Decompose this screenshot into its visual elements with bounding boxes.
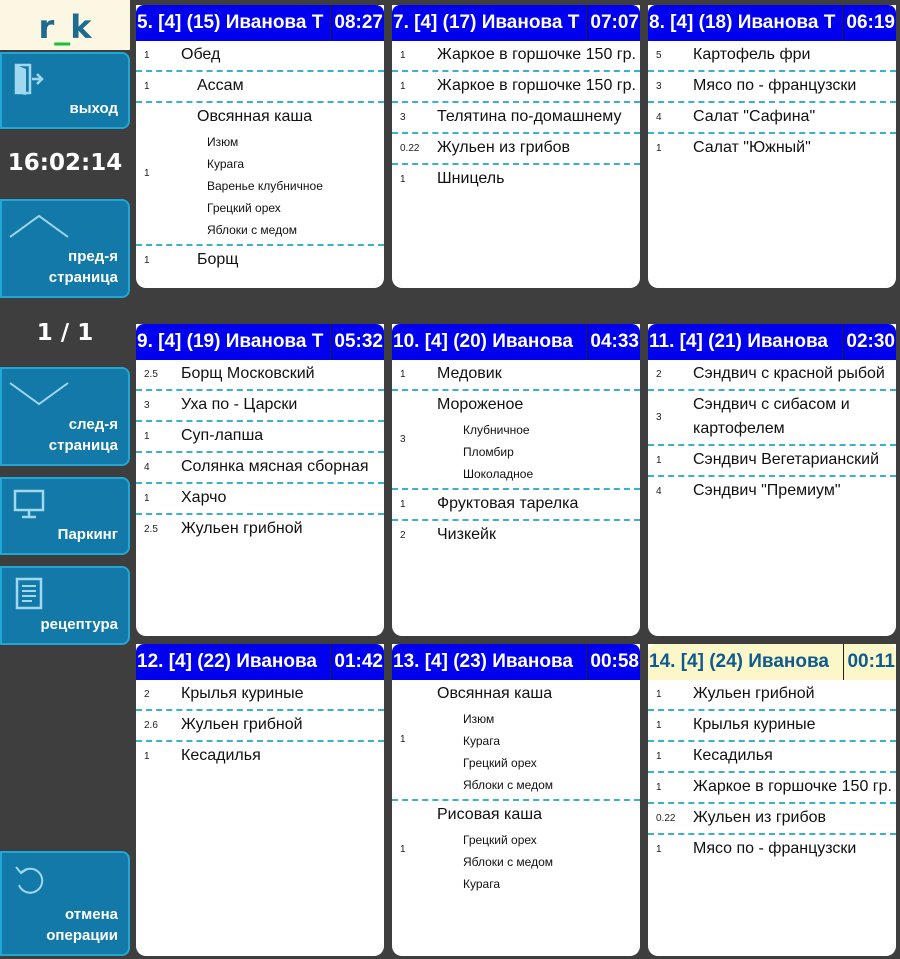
item-name: Крылья куриные bbox=[693, 716, 816, 733]
item-qty: 0.22 bbox=[656, 812, 676, 824]
order-item[interactable] bbox=[392, 72, 640, 103]
item-modifiers bbox=[437, 706, 553, 796]
item-name: Ассам bbox=[197, 77, 244, 94]
item-qty: 2.6 bbox=[144, 719, 158, 731]
order-item[interactable] bbox=[136, 742, 384, 771]
order-timer: 04:33 bbox=[586, 324, 640, 360]
parking-button[interactable] bbox=[0, 477, 130, 555]
order-item[interactable] bbox=[648, 742, 896, 773]
order-card[interactable] bbox=[392, 5, 640, 288]
item-qty: 1 bbox=[400, 368, 406, 380]
item-name: Жаркое в горшочке 150 гр. bbox=[437, 46, 636, 63]
order-item[interactable] bbox=[648, 391, 896, 446]
prev-page-button[interactable] bbox=[0, 199, 130, 298]
order-timer: 02:30 bbox=[842, 324, 896, 360]
document-icon bbox=[12, 576, 46, 610]
exit-door-icon bbox=[12, 62, 46, 96]
order-header[interactable] bbox=[136, 5, 384, 41]
order-item[interactable] bbox=[648, 711, 896, 742]
order-item[interactable] bbox=[392, 165, 640, 194]
modifier: Курага bbox=[207, 157, 244, 171]
item-name: Жаркое в горшочке 150 гр. bbox=[437, 77, 636, 94]
item-qty: 2 bbox=[656, 368, 662, 380]
item-qty: 1 bbox=[400, 49, 406, 61]
order-title: 8. [4] (18) Иванова Т bbox=[649, 12, 836, 33]
order-items bbox=[648, 41, 896, 163]
item-name: Кесадилья bbox=[181, 747, 261, 764]
order-item[interactable] bbox=[648, 804, 896, 835]
order-item[interactable] bbox=[392, 134, 640, 165]
next-page-label: след-я страница bbox=[48, 416, 118, 454]
order-title: 7. [4] (17) Иванова Т bbox=[393, 12, 580, 33]
order-item[interactable] bbox=[648, 477, 896, 506]
order-item[interactable] bbox=[392, 801, 640, 898]
item-name: Жульен грибной bbox=[181, 716, 303, 733]
modifier: Грецкий орех bbox=[463, 756, 537, 770]
order-card[interactable] bbox=[392, 324, 640, 636]
order-item[interactable] bbox=[136, 515, 384, 544]
item-qty: 0.22 bbox=[400, 142, 420, 154]
item-name: Жульен грибной bbox=[693, 685, 815, 702]
order-timer: 01:42 bbox=[330, 644, 384, 680]
order-item[interactable] bbox=[392, 41, 640, 72]
order-item[interactable] bbox=[136, 422, 384, 453]
order-timer: 06:19 bbox=[842, 5, 896, 41]
order-items bbox=[136, 360, 384, 544]
modifier: Изюм bbox=[463, 712, 495, 726]
modifier: Грецкий орех bbox=[463, 833, 537, 847]
order-title: 9. [4] (19) Иванова Т bbox=[137, 331, 324, 352]
undo-icon bbox=[12, 861, 50, 899]
item-name: Салат "Южный" bbox=[693, 139, 811, 156]
item-qty: 3 bbox=[400, 433, 406, 445]
exit-button[interactable] bbox=[0, 52, 130, 129]
recipe-button[interactable] bbox=[0, 566, 130, 645]
item-name: Телятина по-домашнему bbox=[437, 108, 622, 125]
clock: 16:02:14 bbox=[7, 150, 123, 176]
order-item[interactable] bbox=[136, 391, 384, 422]
order-title: 11. [4] (21) Иванова bbox=[649, 331, 828, 352]
item-name: Картофель фри bbox=[693, 46, 811, 63]
prev-page-label: пред-я страница bbox=[48, 248, 118, 286]
item-qty: 3 bbox=[656, 411, 662, 423]
item-qty: 1 bbox=[144, 254, 150, 266]
order-items bbox=[648, 680, 896, 864]
order-header[interactable] bbox=[392, 5, 640, 41]
order-item[interactable] bbox=[392, 391, 640, 490]
order-item[interactable] bbox=[648, 835, 896, 864]
order-item[interactable] bbox=[648, 446, 896, 477]
item-name: Борщ Московский bbox=[181, 365, 315, 382]
order-item[interactable] bbox=[136, 453, 384, 484]
item-name: Суп-лапша bbox=[181, 427, 264, 444]
order-header[interactable] bbox=[392, 324, 640, 360]
order-item[interactable] bbox=[648, 680, 896, 711]
item-name: Овсянная каша bbox=[197, 108, 313, 125]
order-item[interactable] bbox=[136, 680, 384, 711]
item-qty: 1 bbox=[144, 492, 150, 504]
item-name: Мясо по - французски bbox=[693, 840, 857, 857]
item-name: Сэндвич с красной рыбой bbox=[693, 365, 885, 382]
undo-button[interactable] bbox=[0, 851, 130, 956]
item-qty: 1 bbox=[656, 719, 662, 731]
item-qty: 3 bbox=[144, 399, 150, 411]
order-items bbox=[392, 680, 640, 898]
item-name: Фруктовая тарелка bbox=[437, 495, 579, 512]
order-item[interactable] bbox=[648, 41, 896, 72]
modifier: Клубничное bbox=[463, 423, 530, 437]
item-name: Салат "Сафина" bbox=[693, 108, 816, 125]
modifier: Курага bbox=[463, 877, 500, 891]
item-qty: 1 bbox=[144, 750, 150, 762]
item-modifiers bbox=[437, 417, 533, 485]
exit-label: выход bbox=[69, 100, 118, 117]
order-item[interactable] bbox=[392, 103, 640, 134]
item-qty: 1 bbox=[656, 142, 662, 154]
item-name: Жульен грибной bbox=[181, 520, 303, 537]
item-qty: 1 bbox=[144, 167, 150, 179]
order-item[interactable] bbox=[136, 360, 384, 391]
item-name: Медовик bbox=[437, 365, 502, 382]
item-qty: 3 bbox=[400, 111, 406, 123]
item-name: Обед bbox=[181, 46, 221, 63]
next-page-button[interactable] bbox=[0, 367, 130, 466]
item-qty: 1 bbox=[144, 80, 150, 92]
order-items bbox=[392, 360, 640, 550]
order-item[interactable] bbox=[392, 521, 640, 550]
modifier: Шоколадное bbox=[463, 467, 534, 481]
order-item[interactable] bbox=[136, 484, 384, 515]
modifier: Грецкий орех bbox=[207, 201, 281, 215]
item-name: Уха по - Царски bbox=[181, 396, 298, 413]
item-qty: 1 bbox=[400, 843, 406, 855]
item-qty: 5 bbox=[656, 49, 662, 61]
monitor-icon bbox=[12, 487, 46, 521]
item-qty: 1 bbox=[656, 781, 662, 793]
chevron-up-icon bbox=[8, 213, 70, 239]
item-name: Крылья куриные bbox=[181, 685, 304, 702]
item-modifiers bbox=[181, 129, 323, 241]
item-name: Шницель bbox=[437, 170, 505, 187]
modifier: Варенье клубничное bbox=[207, 179, 323, 193]
order-items bbox=[136, 41, 384, 275]
item-qty: 2.5 bbox=[144, 368, 158, 380]
item-name: Сэндвич Вегетарианский bbox=[693, 451, 880, 468]
order-card[interactable] bbox=[136, 5, 384, 288]
modifier: Изюм bbox=[207, 135, 239, 149]
item-name: Мясо по - французски bbox=[693, 77, 857, 94]
order-card[interactable] bbox=[648, 644, 896, 956]
order-item[interactable] bbox=[648, 134, 896, 163]
parking-label: Паркинг bbox=[57, 526, 118, 543]
modifier: Пломбир bbox=[463, 445, 514, 459]
item-name: Борщ bbox=[197, 251, 239, 268]
item-qty: 1 bbox=[400, 173, 406, 185]
order-timer: 07:07 bbox=[586, 5, 640, 41]
item-qty: 1 bbox=[656, 750, 662, 762]
modifier: Яблоки с медом bbox=[207, 223, 298, 237]
item-qty: 1 bbox=[144, 49, 150, 61]
item-qty: 4 bbox=[656, 485, 662, 497]
order-item[interactable] bbox=[648, 72, 896, 103]
item-name: Жульен из грибов bbox=[693, 809, 827, 826]
order-item[interactable] bbox=[136, 246, 384, 275]
chevron-down-icon bbox=[8, 381, 70, 407]
item-name: Чизкейк bbox=[437, 526, 496, 543]
item-name: Рисовая каша bbox=[437, 806, 542, 823]
item-name: Солянка мясная сборная bbox=[181, 458, 369, 475]
recipe-label: рецептура bbox=[40, 616, 118, 633]
order-items bbox=[648, 360, 896, 506]
item-name: Овсянная каша bbox=[437, 685, 553, 702]
item-name: Жульен из грибов bbox=[437, 139, 571, 156]
order-header[interactable] bbox=[648, 324, 896, 360]
order-timer: 05:32 bbox=[330, 324, 384, 360]
order-items bbox=[136, 680, 384, 771]
item-qty: 1 bbox=[144, 430, 150, 442]
order-item[interactable] bbox=[648, 360, 896, 391]
item-modifiers bbox=[437, 827, 553, 895]
item-name: Харчо bbox=[181, 489, 227, 506]
order-header[interactable] bbox=[648, 644, 896, 680]
item-qty: 2 bbox=[400, 529, 406, 541]
item-name: Мороженое bbox=[437, 396, 524, 413]
item-qty: 1 bbox=[400, 498, 406, 510]
order-card[interactable] bbox=[136, 644, 384, 956]
order-title: 5. [4] (15) Иванова Т bbox=[137, 12, 324, 33]
item-qty: 1 bbox=[656, 688, 662, 700]
undo-label: отмена операции bbox=[46, 906, 118, 944]
order-timer: 08:27 bbox=[330, 5, 384, 41]
order-card[interactable] bbox=[648, 5, 896, 288]
order-item[interactable] bbox=[648, 103, 896, 134]
order-card[interactable] bbox=[136, 324, 384, 636]
order-card[interactable] bbox=[392, 644, 640, 956]
order-title: 10. [4] (20) Иванова bbox=[393, 331, 573, 352]
item-qty: 1 bbox=[656, 454, 662, 466]
modifier: Курага bbox=[463, 734, 500, 748]
modifier: Яблоки с медом bbox=[463, 855, 554, 869]
modifier: Яблоки с медом bbox=[463, 778, 554, 792]
order-item[interactable] bbox=[136, 41, 384, 72]
order-item[interactable] bbox=[392, 680, 640, 801]
item-qty: 1 bbox=[400, 733, 406, 745]
item-name: Сэндвич с сибасом и картофелем bbox=[693, 396, 850, 437]
item-qty: 4 bbox=[144, 461, 150, 473]
item-name: Жаркое в горшочке 150 гр. bbox=[693, 778, 892, 795]
order-item[interactable] bbox=[392, 360, 640, 391]
order-item[interactable] bbox=[392, 490, 640, 521]
order-timer: 00:58 bbox=[586, 644, 640, 680]
item-qty: 1 bbox=[400, 80, 406, 92]
item-qty: 1 bbox=[656, 843, 662, 855]
order-item[interactable] bbox=[136, 711, 384, 742]
order-title: 12. [4] (22) Иванова bbox=[137, 651, 317, 672]
item-name: Сэндвич "Премиум" bbox=[693, 482, 841, 499]
item-qty: 3 bbox=[656, 80, 662, 92]
item-name: Кесадилья bbox=[693, 747, 773, 764]
order-timer: 00:11 bbox=[843, 644, 896, 680]
item-qty: 4 bbox=[656, 111, 662, 123]
order-header[interactable] bbox=[136, 324, 384, 360]
order-card[interactable] bbox=[648, 324, 896, 636]
order-header[interactable] bbox=[392, 644, 640, 680]
order-header[interactable] bbox=[136, 644, 384, 680]
order-title: 14. [4] (24) Иванова bbox=[649, 651, 829, 672]
order-item[interactable] bbox=[136, 103, 384, 246]
order-item[interactable] bbox=[648, 773, 896, 804]
page-indicator: 1 / 1 bbox=[36, 320, 94, 346]
logo: r_k bbox=[0, 0, 130, 50]
item-qty: 2.5 bbox=[144, 523, 158, 535]
order-title: 13. [4] (23) Иванова bbox=[393, 651, 573, 672]
order-header[interactable] bbox=[648, 5, 896, 41]
order-items bbox=[392, 41, 640, 194]
item-qty: 2 bbox=[144, 688, 150, 700]
order-item[interactable] bbox=[136, 72, 384, 103]
